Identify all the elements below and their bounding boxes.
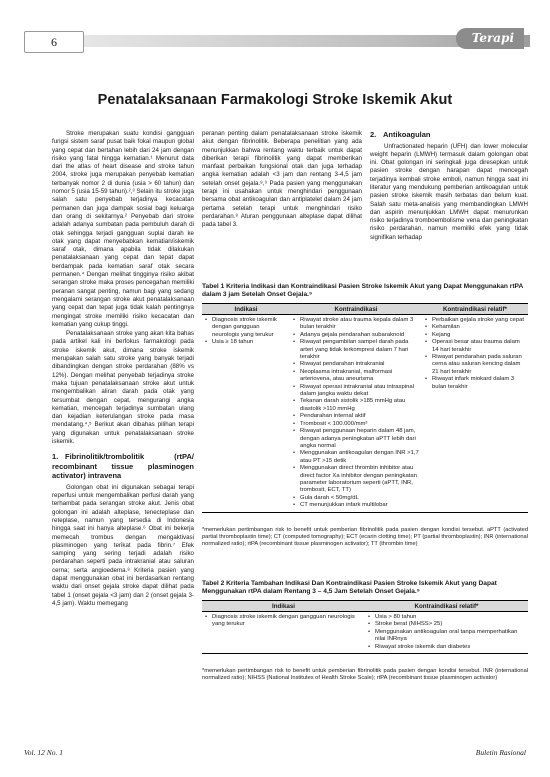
section-label: Terapi [456, 28, 524, 49]
table-1-header [202, 304, 528, 315]
column-1 [52, 130, 194, 609]
table-1-indikasi-list [202, 315, 290, 512]
list-item: • Menggunakan antikoagulan dengan INR >1,7 atau PT >15 detik [293, 450, 419, 465]
section-1-text: Golongan obat ini digunakan sebagai terapi reperfusi untuk mengembalikan perfusi darah yang terhambat pada serangan stroke akut. Jenis obat golongan ini adalah alteplase, tenecteplase dan reteplase, namun yang tersedia di Indonesia hingga saat ini hanya alteplase.⁶ Obat ini bekerja memecah trombus dengan mengaktivasi plasminogen yang terikat pada fibrin.⁷ Efek samping yang sering terjadi adalah risiko perdarahan seperti pada intrakranial atau saluran cerna; serta angioedema.⁸ Kriteria pasien yang dapat menggunakan obat ini berdasarkan rentang waktu dari onset gejala stroke dapat dilihat pada tabel 1 (onset gejala <3 jam) dan 2 (onset gejala 3-4,5 jam). Waktu memegang [52, 483, 194, 607]
list-item: • Tekanan darah sistolik >185 mmHg atau diastolik >110 mmHg [293, 398, 419, 413]
table-1-header-kontraindikasi: Kontraindikasi [334, 306, 378, 313]
table-2-indikasi-list [202, 612, 365, 653]
column-3 [370, 130, 528, 243]
list-item: • Kejang [425, 332, 525, 339]
list-item: • Menggunakan antikoagulan oral tanpa memperhatikan nilai INRnya [368, 629, 525, 644]
table-2-header-indikasi: Indikasi [271, 603, 296, 610]
list-item: • Riwayat operasi intrakranial atau intraspinal dalam jangka waktu dekat [293, 384, 419, 399]
column-2 [202, 130, 362, 231]
list-item: • Riwayat pengambilan sampel darah pada arteri yang tidak terkompresi dalam 7 hari terakhir [293, 339, 419, 361]
table-1-kontraindikasi-list [290, 315, 422, 512]
section-2-number: 2. [370, 130, 377, 139]
list-item: • Riwayat penggunaan heparin dalam 48 jam, dengan adanya peningkatan aPTT lebih dari angka normal [293, 428, 419, 450]
table-1-relatif-list [422, 315, 528, 512]
table-1-header-indikasi: Indikasi [234, 306, 258, 313]
table-1-caption: Tabel 1 Kriteria Indikasi dan Kontraindikasi Pasien Stroke Iskemik Akut yang Dapat Menggunakan rtPA dalam 3 jam Setelah Onset Gejala.⁹ [202, 283, 523, 299]
table-2 [202, 600, 528, 654]
table-1-note: *memerlukan pertimbangan risk to benefit untuk pemberian fibrinolitik pada pasien dengan kondisi tersebut. aPTT (activated partial thromboplastin time); CT (computed tomography); ECT (ecarin clotting time); PT (partial thromboplastin); INR (international normalized ratio); rtPA (recombinant tissue plasminogen activator); TT (thrombin time) [202, 527, 528, 548]
table-1 [202, 303, 528, 513]
list-item: • Stroke berat (NIHSS> 25) [368, 621, 525, 628]
section-1-title: Fibrinolitik/trombolitik (rtPA/ recombinant tissue plasminogen activator) intravena [52, 452, 194, 481]
footer-publication: Buletin Rasional [475, 748, 526, 757]
intro-paragraph-1: Stroke merupakan suatu kondisi gangguan fungsi sistem saraf pusat baik fokal maupun global yang cepat dan bertahan lebih dari 24 jam dengan risiko yang fatal hingga kematian.¹ Menurut data dari the atlas of heart disease and stroke tahun 2004, stroke juga merupakan penyebab kematian terbanyak nomor 2 di dunia (usia > 60 tahun) dan nomor 5 (usia 15-59 tahun).²,³ Selain itu stroke juga salah satu penyebab terjadinya kecacatan permanen dan juga dampak sosial bagi keluarga dan orang di sekitarnya.² Penyebab dari stroke adalah adanya sumbatan pada pembuluh darah di otak sehingga terjadi gangguan suplai darah ke otak yang dapat menyebabkan kematian/iskemik saraf otak, dimana apabila tidak dilakukan penatalaksanaan yang cepat dan tepat dapat berdampak pada kematian saraf otak secara permanen.⁴ Dengan melihat tingginya risiko akibat serangan stroke maka proses pencegahan memiliki peranan sangat penting, namun bagi yang sedang mengalami serangan stroke akut penatalaksanaan yang cepat dan tepat juga tidak kalah pentingnya mengingat stroke memiliki risiko kecacatan dan kematian yang cukup tinggi. [52, 130, 194, 328]
list-item: • Riwayat pendarahan intrakranial [293, 361, 419, 368]
table-2-body [202, 612, 528, 654]
list-item: • Neoplasma intrakranial, malformasi arteriovena, atau aneurisma [293, 369, 419, 384]
list-item: • Usia > 80 tahun [368, 614, 525, 621]
article-title: Penatalaksanaan Farmakologi Stroke Iskemik Akut [97, 92, 453, 108]
list-item: • Adanya gejala pendarahan subaraknoid [293, 332, 419, 339]
page-header [0, 28, 550, 56]
footer-volume: Vol. 12 No. 1 [24, 748, 63, 757]
section-1-heading [52, 452, 194, 481]
list-item: • Pendarahan internal aktif [293, 413, 419, 420]
table-2-caption: Tabel 2 Kriteria Tambahan Indikasi Dan Kontraindikasi Pasien Stroke Iskemik Akut yang Dapat Menggunakan rtPA dalam Rentang 3 – 4,5 Jam Setelah Onset Gejala.⁹ [202, 580, 497, 596]
list-item: • Menggunakan direct thrombin inhibitor atau direct factor Xa inhibitor dengan peningkatan parameter laboratorium seperti (aPTT, INR, trombosit, ECT, TT) [293, 465, 419, 495]
list-item: • Perbaikan gejala stroke yang cepat [425, 317, 525, 324]
page-number: 6 [24, 31, 84, 53]
list-item: • Diagnosis stroke iskemik dengan gangguan neurologis yang terukur [205, 614, 362, 629]
section-2-text: Unfractionated heparin (UFH) dan lower molecular weight heparin (LMWH) termasuk dalam golongan obat ini. Obat golongan ini seringkali juga diresepkan untuk pasien stroke dengan harapan dapat mencegah terjadinya kembali stroke emboli, namun hingga saat ini literatur yang mendukung pemberian antikoagulan untuk pasien stroke iskemik masih terbatas dan belum kuat. Salah satu meta-analisis yang membandingkan LMWH dan aspirin menunjukkan LMWH dapat menurunkan risiko terjadinya tromboembolisme vena dan peningkatan risiko perdarahan, namun memiliki efek yang tidak signifikan terhadap [370, 142, 528, 241]
section-2-title: Antikoagulan [383, 130, 431, 139]
list-item: • Trombosit < 100.000/mm³ [293, 421, 419, 428]
list-item: • CT menunjukkan infark multilobar [293, 502, 419, 509]
intro-paragraph-2: Penatalaksanaan stroke yang akan kita bahas pada artikel kali ini berfokus farmakologi pada stroke iskemik akut, dimana stroke iskemik merupakan salah satu stroke yang banyak terjadi dibandingkan dengan stroke perdarahan (88% vs 12%). Dengan melihat penyebab terjadinya stroke maka tujuan penatalaksanaan stroke akut untuk mengembalikan aliran darah pada otak yang tersumbat dengan cepat, mengurangi angka kematian, mencegah terjadinya sumbatan ulang dan kejadian keterulangan stroke pada masa mendatang.⁴,⁵ Berikut akan dibahas pilihan terapi yang digunakan untuk penatalaksanaan stroke iskemik. [52, 330, 194, 445]
list-item: • Riwayat pendarahan pada saluran cerna atau saluran kencing dalam 21 hari terakhir [425, 354, 525, 376]
column-2-text: peranan penting dalam penatalaksanaan stroke iskemik akut dengan fibrinolitik. Beberapa penelitian yang ada menunjukkan bahwa rentang waktu terbaik untuk dapat diberikan terapi fibrinolitik yang dapat memberikan manfaat perbaikan fungsional otak dan juga terhadap angka kematian adalah <3 jam dan rentang 3-4,5 jam setelah onset gejala.⁸,⁹ Pada pasien yang menggunakan terapi ini usahakan untuk menghindari penggunaan bersama obat antikoagulan dan antiplatelet dalam 24 jam pertama setelah terapi untuk menghindari risiko perdarahan.⁸ Aturan penggunaan alteplase dapat dilihat pada tabel 3. [202, 130, 362, 229]
list-item: • Diagnosis stroke iskemik dengan gangguan neurologis yang terukur [205, 317, 287, 339]
list-item: • Riwayat stroke iskemik dan diabetes [368, 644, 525, 651]
table-1-body [202, 315, 528, 513]
list-item: • Kehamilan [425, 324, 525, 331]
section-2-heading [370, 130, 528, 140]
table-1-header-relatif: Kontraindikasi relatif* [443, 306, 507, 313]
list-item: • Gula darah < 50mg/dL [293, 495, 419, 502]
section-1-number: 1. [52, 452, 59, 462]
table-2-header [202, 601, 528, 612]
list-item: • Riwayat stroke atau trauma kepala dalam 3 bulan terakhir [293, 317, 419, 332]
list-item: • Riwayat infark miokard dalam 3 bulan terakhir [425, 376, 525, 391]
list-item: • Operasi besar atau trauma dalam 14 hari terakhir [425, 339, 525, 354]
table-2-relatif-list [365, 612, 528, 653]
table-2-header-relatif: Kontraindikasi relatif* [414, 603, 479, 610]
list-item: • Usia ≥ 18 tahun [205, 339, 287, 346]
table-2-note: *memerlukan pertimbangan risk to benefit untuk pemberian fibrinolitik pada pasien dengan kondisi tersebut. INR (international normalized ratio); NIHSS (National Institutes of Health Stroke Scale); rtPA (recombinant tissue plasminogen activator) [202, 668, 528, 682]
